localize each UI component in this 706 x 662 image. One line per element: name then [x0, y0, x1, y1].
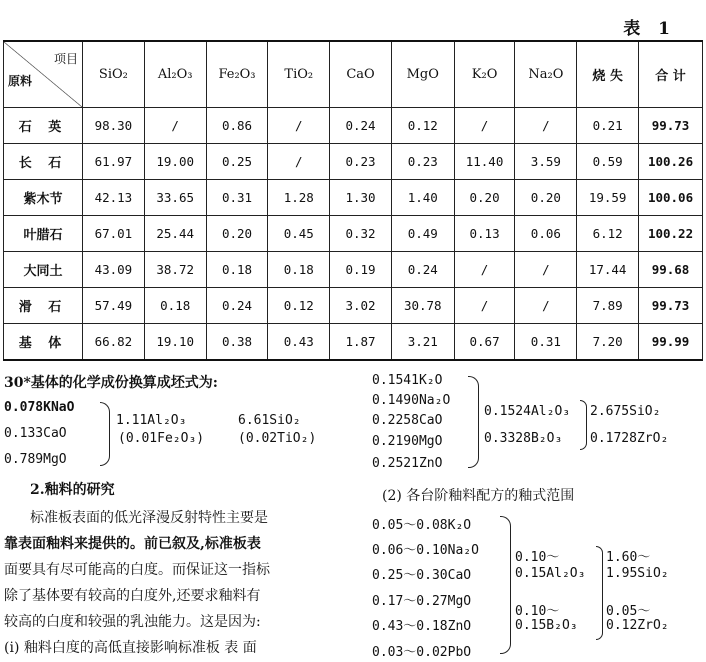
table-row	[4, 108, 703, 144]
table-cell: /	[144, 108, 206, 144]
table-cell: 57.49	[83, 288, 145, 324]
table-cell: 0.13	[454, 216, 515, 252]
composition-table	[3, 40, 703, 361]
subsection-heading: (2) 各台阶釉料配方的釉式范围	[382, 488, 575, 504]
table-cell: 0.67	[454, 324, 515, 361]
column-header: Na₂O	[515, 41, 577, 108]
table-cell: 0.31	[515, 324, 577, 361]
table-cell: 67.01	[83, 216, 145, 252]
range-al2o3-low: 0.10～	[515, 550, 560, 565]
table-cell: 0.18	[144, 288, 206, 324]
column-header: K₂O	[454, 41, 515, 108]
glaze-na2o: 0.1490Na₂O	[372, 393, 451, 408]
table-cell: 0.45	[268, 216, 330, 252]
table-cell: 98.30	[83, 108, 145, 144]
table-header-row	[4, 41, 703, 108]
range-b2o3-low: 0.10～	[515, 604, 560, 619]
range-zno: 0.43～0.18ZnO	[372, 619, 472, 634]
table-cell: 0.23	[391, 144, 454, 180]
table-cell: 38.72	[144, 252, 206, 288]
table-cell: 99.73	[639, 108, 703, 144]
paragraph-line: (i) 釉料白度的高低直接影响标准板 表 面	[4, 640, 257, 656]
table-cell: 0.43	[268, 324, 330, 361]
table-cell: 0.18	[206, 252, 268, 288]
table-cell: 0.18	[268, 252, 330, 288]
table-cell: 7.89	[577, 288, 639, 324]
range-sio2-high: 1.95SiO₂	[606, 566, 669, 581]
table-cell: 0.20	[206, 216, 268, 252]
column-header: Al₂O₃	[144, 41, 206, 108]
table-row	[4, 144, 703, 180]
table-cell: 17.44	[577, 252, 639, 288]
section-heading: 2.釉料的研究	[30, 482, 115, 498]
range-pbo: 0.03～0.02PbO	[372, 645, 472, 660]
table-cell: 100.26	[639, 144, 703, 180]
table-cell: 1.40	[391, 180, 454, 216]
paragraph-line: 靠表面釉料来提供的。前已叙及,标准板表	[4, 536, 261, 552]
glaze-b2o3: 0.3328B₂O₃	[484, 431, 563, 446]
table-cell: 0.31	[206, 180, 268, 216]
table-cell: 0.86	[206, 108, 268, 144]
table-cell: /	[268, 144, 330, 180]
range-al2o3-high: 0.15Al₂O₃	[515, 566, 586, 581]
table-row	[4, 324, 703, 361]
table-cell: 100.22	[639, 216, 703, 252]
glaze-mgo: 0.2190MgO	[372, 434, 443, 449]
row-material-name: 紫木节	[4, 180, 83, 216]
table-cell: 30.78	[391, 288, 454, 324]
table-cell: 0.12	[268, 288, 330, 324]
glaze-zno: 0.2521ZnO	[372, 456, 443, 471]
table-cell: 19.10	[144, 324, 206, 361]
column-header: 合 计	[639, 41, 703, 108]
range-zro2-high: 0.12ZrO₂	[606, 618, 669, 633]
formula-fe2o3: (0.01Fe₂O₃)	[118, 431, 205, 446]
table-cell: 99.99	[639, 324, 703, 361]
formula-knao: 0.078KNaO	[4, 400, 75, 415]
table-cell: /	[454, 288, 515, 324]
table-cell: 0.32	[330, 216, 392, 252]
table-row	[4, 288, 703, 324]
table-cell: /	[268, 108, 330, 144]
glaze-brace-1	[468, 376, 479, 468]
table-cell: 0.20	[454, 180, 515, 216]
table-cell: 25.44	[144, 216, 206, 252]
table-cell: 11.40	[454, 144, 515, 180]
column-header: SiO₂	[83, 41, 145, 108]
table-cell: 1.30	[330, 180, 392, 216]
table-row	[4, 252, 703, 288]
glaze-cao: 0.2258CaO	[372, 413, 443, 428]
row-material-name: 石 英	[4, 108, 83, 144]
table-cell: 3.02	[330, 288, 392, 324]
column-header: MgO	[391, 41, 454, 108]
table-cell: 99.73	[639, 288, 703, 324]
table-cell: 0.38	[206, 324, 268, 361]
table-cell: 7.20	[577, 324, 639, 361]
row-material-name: 长 石	[4, 144, 83, 180]
column-header: Fe₂O₃	[206, 41, 268, 108]
table-cell: 66.82	[83, 324, 145, 361]
row-material-name: 基 体	[4, 324, 83, 361]
table-row	[4, 216, 703, 252]
table-cell: /	[454, 252, 515, 288]
column-header: CaO	[330, 41, 392, 108]
table-cell: 0.49	[391, 216, 454, 252]
range-brace-2	[596, 546, 603, 640]
table-cell: 0.12	[391, 108, 454, 144]
header-material-label: 原料	[8, 74, 33, 88]
table-cell: 0.21	[577, 108, 639, 144]
glaze-sio2: 2.675SiO₂	[590, 404, 661, 419]
range-na2o: 0.06～0.10Na₂O	[372, 543, 479, 558]
column-header: TiO₂	[268, 41, 330, 108]
table-cell: /	[515, 252, 577, 288]
table-cell: 42.13	[83, 180, 145, 216]
table-title: 表 1	[623, 19, 676, 39]
table-cell: 0.20	[515, 180, 577, 216]
paragraph-line: 较高的白度和较强的乳浊能力。这是因为:	[4, 614, 261, 630]
table-cell: 43.09	[83, 252, 145, 288]
range-mgo: 0.17～0.27MgO	[372, 594, 472, 609]
table-cell: 0.24	[330, 108, 392, 144]
range-b2o3-high: 0.15B₂O₃	[515, 618, 578, 633]
table-cell: 0.25	[206, 144, 268, 180]
glaze-zro2: 0.1728ZrO₂	[590, 431, 669, 446]
table-cell: 0.23	[330, 144, 392, 180]
table-cell: 19.59	[577, 180, 639, 216]
table-cell: /	[454, 108, 515, 144]
table-row	[4, 180, 703, 216]
range-zro2-low: 0.05～	[606, 604, 651, 619]
formula-brace	[100, 402, 110, 466]
formula-tio2: (0.02TiO₂)	[238, 431, 317, 446]
range-cao: 0.25～0.30CaO	[372, 568, 472, 583]
table-cell: 6.12	[577, 216, 639, 252]
table-cell: 100.06	[639, 180, 703, 216]
formula-sio2: 6.61SiO₂	[238, 413, 301, 428]
table-cell: 19.00	[144, 144, 206, 180]
row-material-name: 滑 石	[4, 288, 83, 324]
range-sio2-low: 1.60～	[606, 550, 651, 565]
header-item-label: 项目	[53, 52, 78, 66]
paragraph-line: 面要具有尽可能高的白度。而保证这一指标	[4, 562, 270, 578]
table-cell: 3.21	[391, 324, 454, 361]
row-material-name: 大同土	[4, 252, 83, 288]
table-cell: 1.28	[268, 180, 330, 216]
table-cell: 0.24	[391, 252, 454, 288]
formula-mgo: 0.789MgO	[4, 452, 67, 467]
table-cell: 0.06	[515, 216, 577, 252]
paragraph-line: 标准板表面的低光泽漫反射特性主要是	[30, 510, 268, 526]
table-cell: 61.97	[83, 144, 145, 180]
table-cell: 3.59	[515, 144, 577, 180]
glaze-brace-2	[580, 400, 587, 450]
row-material-name: 叶腊石	[4, 216, 83, 252]
table-cell: 0.24	[206, 288, 268, 324]
table-cell: 99.68	[639, 252, 703, 288]
formula-cao: 0.133CaO	[4, 426, 67, 441]
column-header: 烧 失	[577, 41, 639, 108]
table-cell: /	[515, 288, 577, 324]
glaze-k2o: 0.1541K₂O	[372, 373, 443, 388]
range-k2o: 0.05～0.08K₂O	[372, 518, 472, 533]
paragraph-line: 除了基体要有较高的白度外,还要求釉料有	[4, 588, 261, 604]
table-cell: 0.59	[577, 144, 639, 180]
glaze-al2o3: 0.1524Al₂O₃	[484, 404, 571, 419]
table-cell: 0.19	[330, 252, 392, 288]
table-cell: 1.87	[330, 324, 392, 361]
formula-al2o3: 1.11Al₂O₃	[116, 413, 187, 428]
table-cell: 33.65	[144, 180, 206, 216]
table-cell: /	[515, 108, 577, 144]
formula-intro: 30*基体的化学成份换算成坯式为:	[4, 375, 218, 391]
header-diagonal-cell	[4, 42, 82, 107]
range-brace-1	[500, 516, 511, 654]
